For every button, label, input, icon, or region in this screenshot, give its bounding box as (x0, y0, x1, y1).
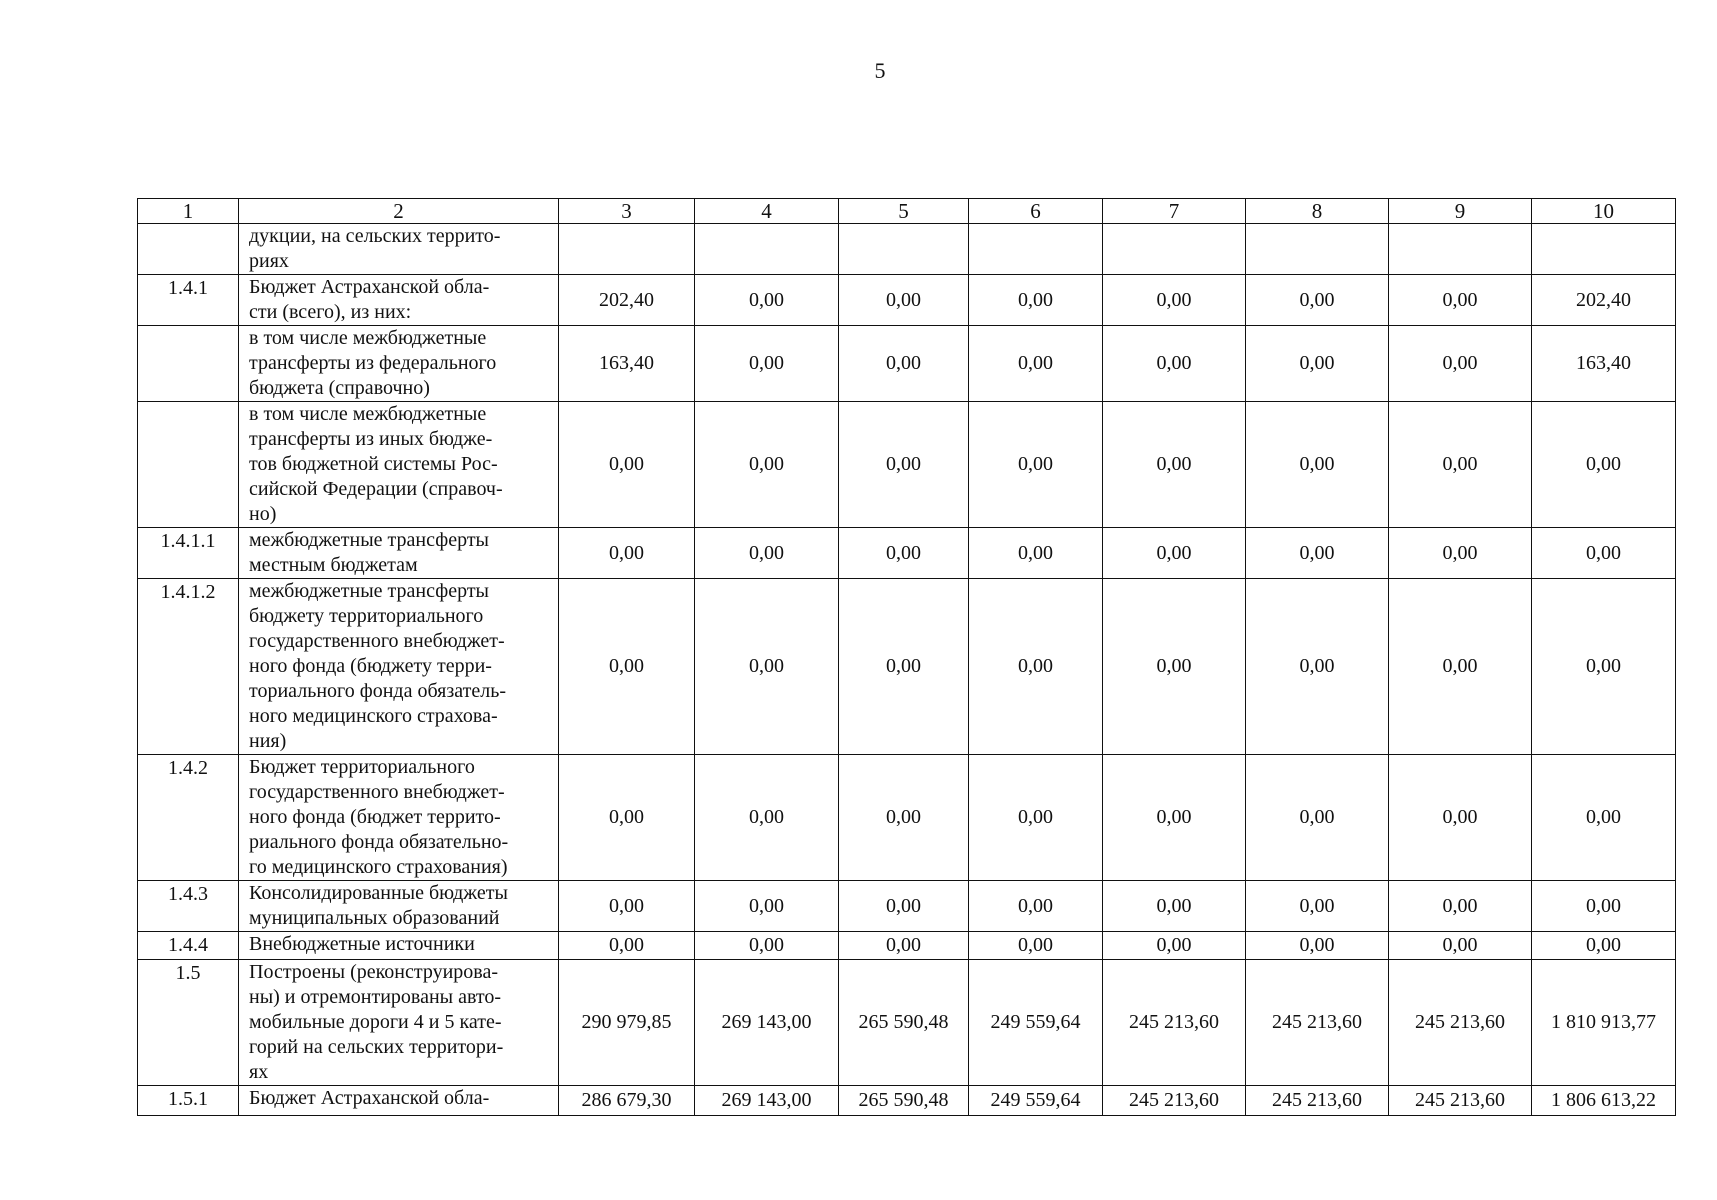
amount-cell: 286 679,30 (559, 1086, 695, 1116)
amount-cell: 245 213,60 (1389, 960, 1532, 1086)
amount-cell (1246, 224, 1389, 275)
amount-cell: 0,00 (969, 755, 1103, 881)
column-number-header: 8 (1246, 199, 1389, 224)
amount-cell: 0,00 (1246, 326, 1389, 402)
amount-cell: 269 143,00 (695, 1086, 839, 1116)
amount-cell (1532, 224, 1676, 275)
row-code: 1.5.1 (138, 1086, 239, 1116)
budget-table (137, 198, 1676, 1116)
amount-cell: 0,00 (1389, 932, 1532, 960)
column-number-header: 5 (839, 199, 969, 224)
amount-cell: 245 213,60 (1246, 1086, 1389, 1116)
amount-cell: 245 213,60 (1103, 960, 1246, 1086)
table-header-row (138, 199, 1676, 224)
amount-cell: 0,00 (1389, 881, 1532, 932)
table-row (138, 932, 1676, 960)
row-description: межбюджетные трансферты местным бюджетам (239, 528, 559, 579)
amount-cell: 0,00 (1389, 326, 1532, 402)
row-description: дукции, на сельских террито- риях (239, 224, 559, 275)
amount-cell: 0,00 (969, 932, 1103, 960)
amount-cell: 0,00 (1532, 881, 1676, 932)
amount-cell: 0,00 (559, 881, 695, 932)
amount-cell: 0,00 (695, 755, 839, 881)
amount-cell: 0,00 (1246, 881, 1389, 932)
amount-cell: 0,00 (1389, 755, 1532, 881)
row-code: 1.5 (138, 960, 239, 1086)
amount-cell: 245 213,60 (1103, 1086, 1246, 1116)
amount-cell: 0,00 (695, 528, 839, 579)
amount-cell: 0,00 (1246, 932, 1389, 960)
amount-cell: 0,00 (1389, 528, 1532, 579)
amount-cell: 245 213,60 (1389, 1086, 1532, 1116)
amount-cell: 0,00 (1246, 402, 1389, 528)
row-description: Бюджет территориального государственного внебюджет- ного фонда (бюджет террито- риального фонда обязательно- го медицинского страхования) (239, 755, 559, 881)
amount-cell: 0,00 (1532, 402, 1676, 528)
table-row (138, 275, 1676, 326)
amount-cell: 0,00 (695, 402, 839, 528)
column-number-header: 1 (138, 199, 239, 224)
amount-cell: 0,00 (1246, 275, 1389, 326)
table-row (138, 224, 1676, 275)
amount-cell: 0,00 (969, 326, 1103, 402)
column-number-header: 3 (559, 199, 695, 224)
amount-cell: 0,00 (1389, 275, 1532, 326)
table-row (138, 528, 1676, 579)
amount-cell: 0,00 (695, 326, 839, 402)
amount-cell (1103, 224, 1246, 275)
row-description: Бюджет Астраханской обла- (239, 1086, 559, 1116)
amount-cell: 202,40 (1532, 275, 1676, 326)
amount-cell: 0,00 (839, 528, 969, 579)
amount-cell: 0,00 (969, 275, 1103, 326)
column-number-header: 2 (239, 199, 559, 224)
amount-cell: 0,00 (1103, 275, 1246, 326)
row-code: 1.4.3 (138, 881, 239, 932)
row-code: 1.4.4 (138, 932, 239, 960)
amount-cell: 0,00 (839, 881, 969, 932)
amount-cell: 0,00 (1246, 755, 1389, 881)
amount-cell: 0,00 (695, 579, 839, 755)
row-description: Внебюджетные источники (239, 932, 559, 960)
amount-cell: 290 979,85 (559, 960, 695, 1086)
amount-cell: 0,00 (839, 755, 969, 881)
row-description: в том числе межбюджетные трансферты из федерального бюджета (справочно) (239, 326, 559, 402)
table-row (138, 755, 1676, 881)
amount-cell: 249 559,64 (969, 1086, 1103, 1116)
amount-cell (1389, 224, 1532, 275)
amount-cell: 0,00 (1532, 755, 1676, 881)
amount-cell (839, 224, 969, 275)
amount-cell: 0,00 (559, 932, 695, 960)
row-code: 1.4.1.2 (138, 579, 239, 755)
column-number-header: 9 (1389, 199, 1532, 224)
amount-cell: 0,00 (839, 275, 969, 326)
amount-cell: 0,00 (839, 326, 969, 402)
amount-cell: 0,00 (969, 881, 1103, 932)
amount-cell: 0,00 (1103, 326, 1246, 402)
row-description: в том числе межбюджетные трансферты из иных бюдже- тов бюджетной системы Рос- сийской Федерации (справоч- но) (239, 402, 559, 528)
amount-cell: 0,00 (969, 528, 1103, 579)
amount-cell: 0,00 (1103, 932, 1246, 960)
amount-cell (969, 224, 1103, 275)
amount-cell: 1 810 913,77 (1532, 960, 1676, 1086)
row-description: Построены (реконструирова- ны) и отремонтированы авто- мобильные дороги 4 и 5 кате- горий на сельских территори- ях (239, 960, 559, 1086)
column-number-header: 6 (969, 199, 1103, 224)
amount-cell: 0,00 (559, 755, 695, 881)
column-number-header: 7 (1103, 199, 1246, 224)
amount-cell: 0,00 (839, 402, 969, 528)
table-row (138, 881, 1676, 932)
table-row (138, 402, 1676, 528)
row-code: 1.4.2 (138, 755, 239, 881)
amount-cell (559, 224, 695, 275)
row-code (138, 402, 239, 528)
amount-cell: 265 590,48 (839, 1086, 969, 1116)
row-description: Консолидированные бюджеты муниципальных образований (239, 881, 559, 932)
amount-cell: 0,00 (1246, 579, 1389, 755)
amount-cell: 0,00 (1532, 528, 1676, 579)
row-code (138, 224, 239, 275)
column-number-header: 4 (695, 199, 839, 224)
amount-cell: 0,00 (559, 579, 695, 755)
amount-cell (695, 224, 839, 275)
amount-cell: 249 559,64 (969, 960, 1103, 1086)
amount-cell: 269 143,00 (695, 960, 839, 1086)
amount-cell: 0,00 (695, 932, 839, 960)
amount-cell: 0,00 (839, 932, 969, 960)
column-number-header: 10 (1532, 199, 1676, 224)
amount-cell: 0,00 (1103, 579, 1246, 755)
amount-cell: 0,00 (1103, 528, 1246, 579)
table-row (138, 960, 1676, 1086)
amount-cell: 163,40 (559, 326, 695, 402)
amount-cell: 0,00 (559, 402, 695, 528)
table-row (138, 326, 1676, 402)
row-code: 1.4.1.1 (138, 528, 239, 579)
page-number: 5 (874, 58, 886, 83)
row-description: Бюджет Астраханской обла- сти (всего), из них: (239, 275, 559, 326)
amount-cell: 0,00 (969, 579, 1103, 755)
amount-cell: 202,40 (559, 275, 695, 326)
amount-cell: 163,40 (1532, 326, 1676, 402)
amount-cell: 0,00 (1103, 755, 1246, 881)
table-row (138, 1086, 1676, 1116)
amount-cell: 0,00 (695, 881, 839, 932)
amount-cell: 0,00 (839, 579, 969, 755)
amount-cell: 0,00 (1532, 579, 1676, 755)
amount-cell: 0,00 (1103, 881, 1246, 932)
row-code: 1.4.1 (138, 275, 239, 326)
amount-cell: 0,00 (1389, 402, 1532, 528)
amount-cell: 245 213,60 (1246, 960, 1389, 1086)
amount-cell: 1 806 613,22 (1532, 1086, 1676, 1116)
table-row (138, 579, 1676, 755)
amount-cell: 265 590,48 (839, 960, 969, 1086)
amount-cell: 0,00 (695, 275, 839, 326)
row-description: межбюджетные трансферты бюджету территориального государственного внебюджет- ного фонда (бюджету терри- ториального фонда обязатель- ного медицинского страхова- ния) (239, 579, 559, 755)
amount-cell: 0,00 (1532, 932, 1676, 960)
row-code (138, 326, 239, 402)
amount-cell: 0,00 (1246, 528, 1389, 579)
amount-cell: 0,00 (1389, 579, 1532, 755)
amount-cell: 0,00 (1103, 402, 1246, 528)
amount-cell: 0,00 (559, 528, 695, 579)
table-body (138, 199, 1676, 1116)
amount-cell: 0,00 (969, 402, 1103, 528)
